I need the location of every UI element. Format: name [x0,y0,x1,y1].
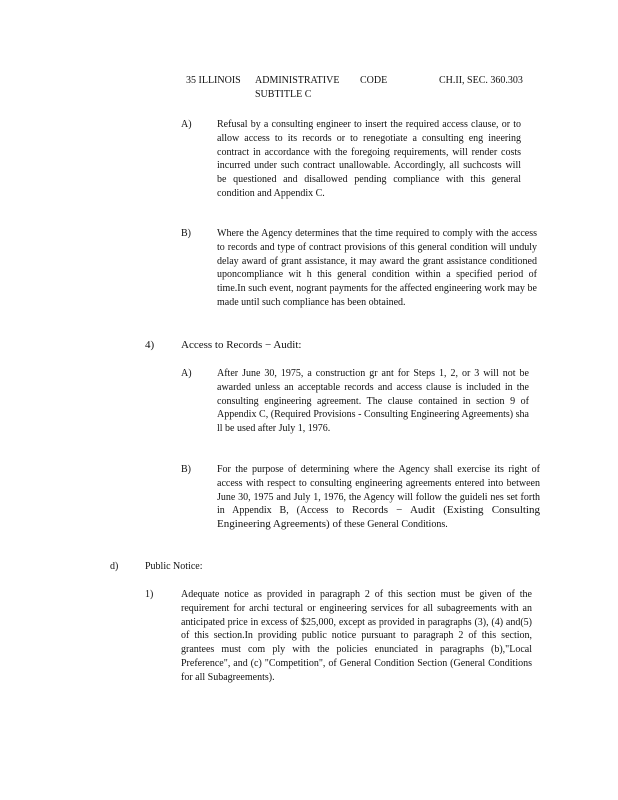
paragraph-purpose-of-determining [217,463,540,532]
header-administrative: ADMINISTRATIVE [255,75,340,86]
section-title-public-notice: Public Notice: [145,561,203,572]
item-label-b: B) [181,228,191,239]
section-label-d: d) [110,561,119,572]
paragraph-purpose-main-text: For the purpose of determining where the Agency shall exercise its right of access with respect to consulting engineering agreements entered into between June 30, 1975 and July 1, 1976, the Agency will follow the guideli nes set forth in Appendix B, (Access to [217,464,540,517]
item-label-a: A) [181,119,192,130]
section-number-4: 4) [145,339,155,351]
header-title-left: 35 ILLINOIS [186,75,241,86]
item-label-1: 1) [145,589,154,600]
item-label-b: B) [181,464,191,475]
paragraph-after-june-30: After June 30, 1975, a construction gr ant for Steps 1, 2, or 3 will not be awarded unless an acceptable records and access clause is included in the consulting engineering agreement. The clause contained in section 9 of Appendix C, (Required Provisions - Consulting Engineering Agreements) sha ll be used after July 1, 1976. [217,368,529,435]
paragraph-purpose-appendix-title: Records − Audit (Existing Consulting Engineering Agreements) of [217,504,540,531]
paragraph-agency-determines: Where the Agency determines that the time required to comply with the access to records and type of contract provisions of this general condition will unduly delay award of grant assistance, it may award the grant assistance conditioned uponcompliance wit h this general condition within a specified period of time.In such event, nogrant payments for the affected engineering work may be made until such compliance has been obtained. [217,228,537,308]
item-label-a: A) [181,368,192,379]
header-subtitle: SUBTITLE C [255,89,312,100]
section-title-access-to-records: Access to Records − Audit: [181,339,302,351]
paragraph-purpose-end-text: these General Conditions. [344,519,448,531]
header-code: CODE [360,75,388,86]
paragraph-refusal: Refusal by a consulting engineer to insert the required access clause, or to allow access to its records or to renegotiate a consulting eng ineering contract in accordance with the foregoing requirements, will render costs incurred under such contract unallowable. Accordingly, all suchcosts will be questioned and disallowed pending compliance with this general condition and Appendix C. [217,119,521,199]
header-chapter-section: CH.II, SEC. 360.303 [439,75,523,86]
paragraph-adequate-notice: Adequate notice as provided in paragraph 2 of this section must be given of the requirement for archi tectural or engineering services for all subagreements with an anticipated price in excess of $25,000, except as provided in paragraphs (3), (4) and(5) of this section.In providing public notice pursuant to paragraph 2 of this section, grantees must com ply with the policies enunciated in paragraphs (b),"Local Preference", and (c) "Competition", of General Condition Section (General Conditions for all Subagreements). [181,589,532,683]
